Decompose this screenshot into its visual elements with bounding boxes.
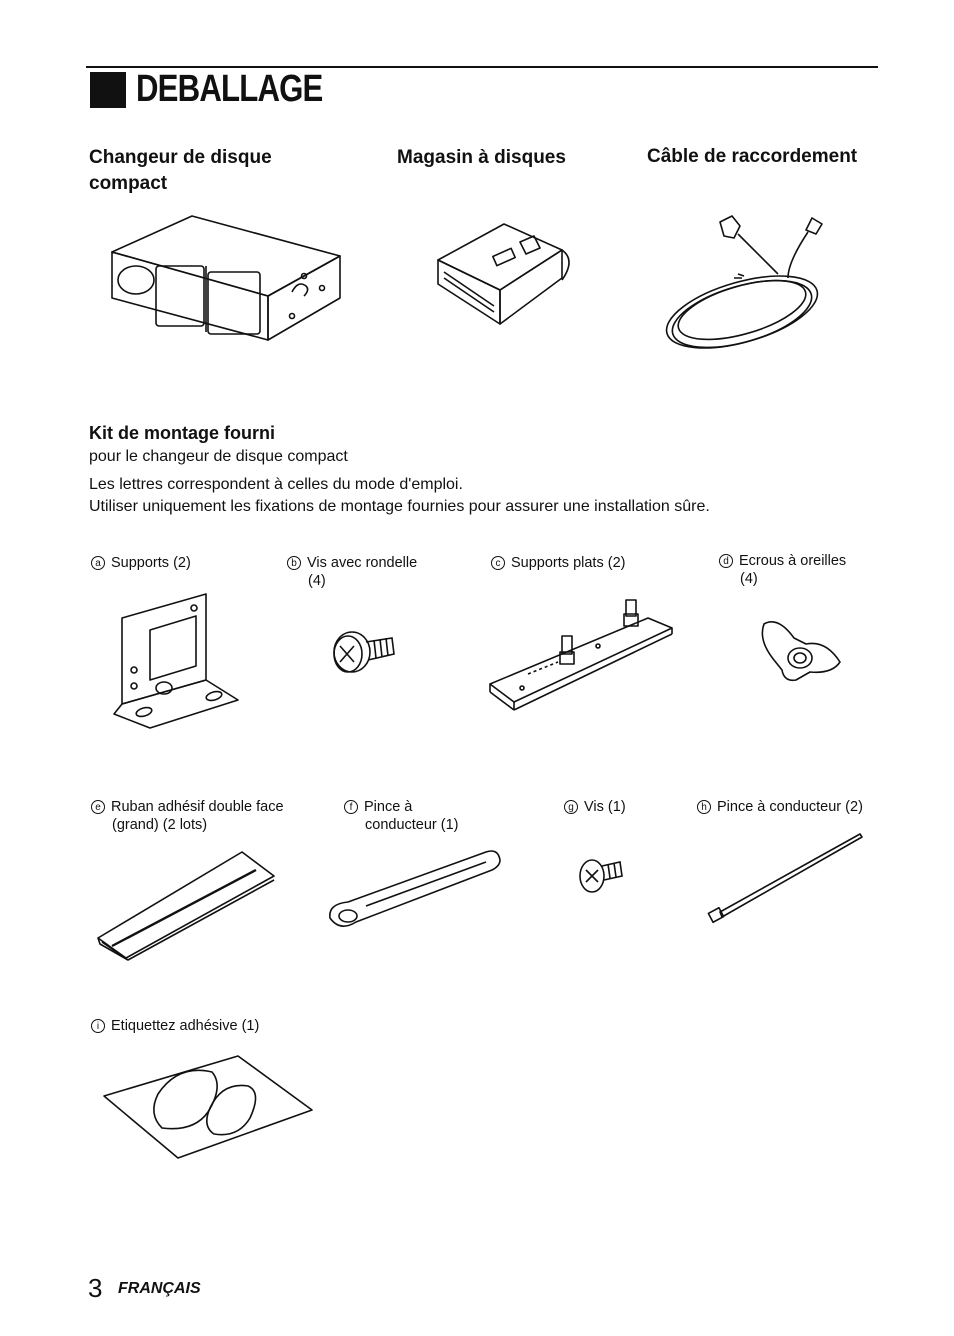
wing-nut-icon: [760, 614, 846, 680]
item-label-i: [91, 1017, 259, 1035]
item-text-c: Supports plats: [511, 555, 604, 571]
double-sided-tape-icon: [92, 850, 278, 962]
kit-subheading: pour le changeur de disque compact: [89, 448, 348, 465]
kit-heading: Kit de montage fourni: [89, 423, 275, 443]
item-label-b: [287, 554, 417, 590]
flat-bracket-icon: [488, 596, 674, 714]
item-label-e: [91, 798, 284, 834]
item-qty-e: (grand) (2 lots): [112, 817, 208, 833]
item-label-g: [564, 798, 626, 816]
item-label-a: [91, 554, 191, 572]
item-text-a: Supports: [111, 555, 170, 571]
item-qty-c: (2): [607, 555, 626, 571]
item-letter-b: b: [287, 556, 301, 570]
adhesive-label-icon: [102, 1054, 314, 1160]
disc-magazine-icon: [434, 220, 578, 330]
item-qty-f: conducteur (1): [365, 817, 459, 833]
item-letter-f: f: [344, 800, 358, 814]
item-text-g: Vis: [584, 799, 604, 815]
item-label-h: [697, 798, 863, 816]
item-letter-g: g: [564, 800, 578, 814]
item-qty-b: (4): [308, 573, 326, 589]
item-qty-i: (1): [241, 1018, 260, 1034]
page-number: 3: [88, 1273, 103, 1303]
item-letter-c: c: [491, 556, 505, 570]
item-label-f: [344, 798, 459, 834]
kit-note-letters: Les lettres correspondent à celles du mode d'emploi.: [89, 476, 463, 493]
title-marker: [90, 72, 126, 108]
item-letter-d: d: [719, 554, 733, 568]
kit-note-safety: Utiliser uniquement les fixations de montage fournies pour assurer une installation sûre.: [89, 498, 710, 515]
language-label: FRANÇAIS: [118, 1280, 201, 1297]
page-title: DEBALLAGE: [136, 68, 323, 110]
item-text-b: Vis avec rondelle: [307, 555, 418, 571]
item-qty-g: (1): [607, 799, 626, 815]
item-label-d: [719, 552, 846, 588]
product-heading-magazine: Magasin à disques: [397, 147, 566, 168]
item-qty-d: (4): [740, 571, 758, 587]
product-heading-changer: Changeur de disque compact: [89, 147, 272, 194]
connection-cable-icon: [662, 204, 842, 354]
item-letter-e: e: [91, 800, 105, 814]
item-text-d: Ecrous à oreilles: [739, 553, 847, 569]
washer-screw-icon: [328, 618, 400, 676]
cable-tie-icon: [706, 832, 862, 926]
l-bracket-icon: [110, 590, 240, 732]
item-text-h: Pince à conducteur: [717, 799, 842, 815]
item-text-e: Ruban adhésif double face: [111, 799, 284, 815]
item-label-c: [491, 554, 625, 572]
product-heading-cable: Câble de raccordement: [647, 146, 858, 167]
ground-clamp-icon: [326, 848, 502, 934]
cd-changer-icon: [108, 212, 348, 342]
item-text-f: Pince à: [364, 799, 413, 815]
item-letter-i: i: [91, 1019, 105, 1033]
item-qty-h: (2): [845, 799, 863, 815]
item-text-i: Etiquettez adhésive: [111, 1018, 238, 1034]
item-qty-a: (2): [173, 555, 191, 571]
item-letter-a: a: [91, 556, 105, 570]
item-letter-h: h: [697, 800, 711, 814]
screw-icon: [578, 854, 624, 894]
